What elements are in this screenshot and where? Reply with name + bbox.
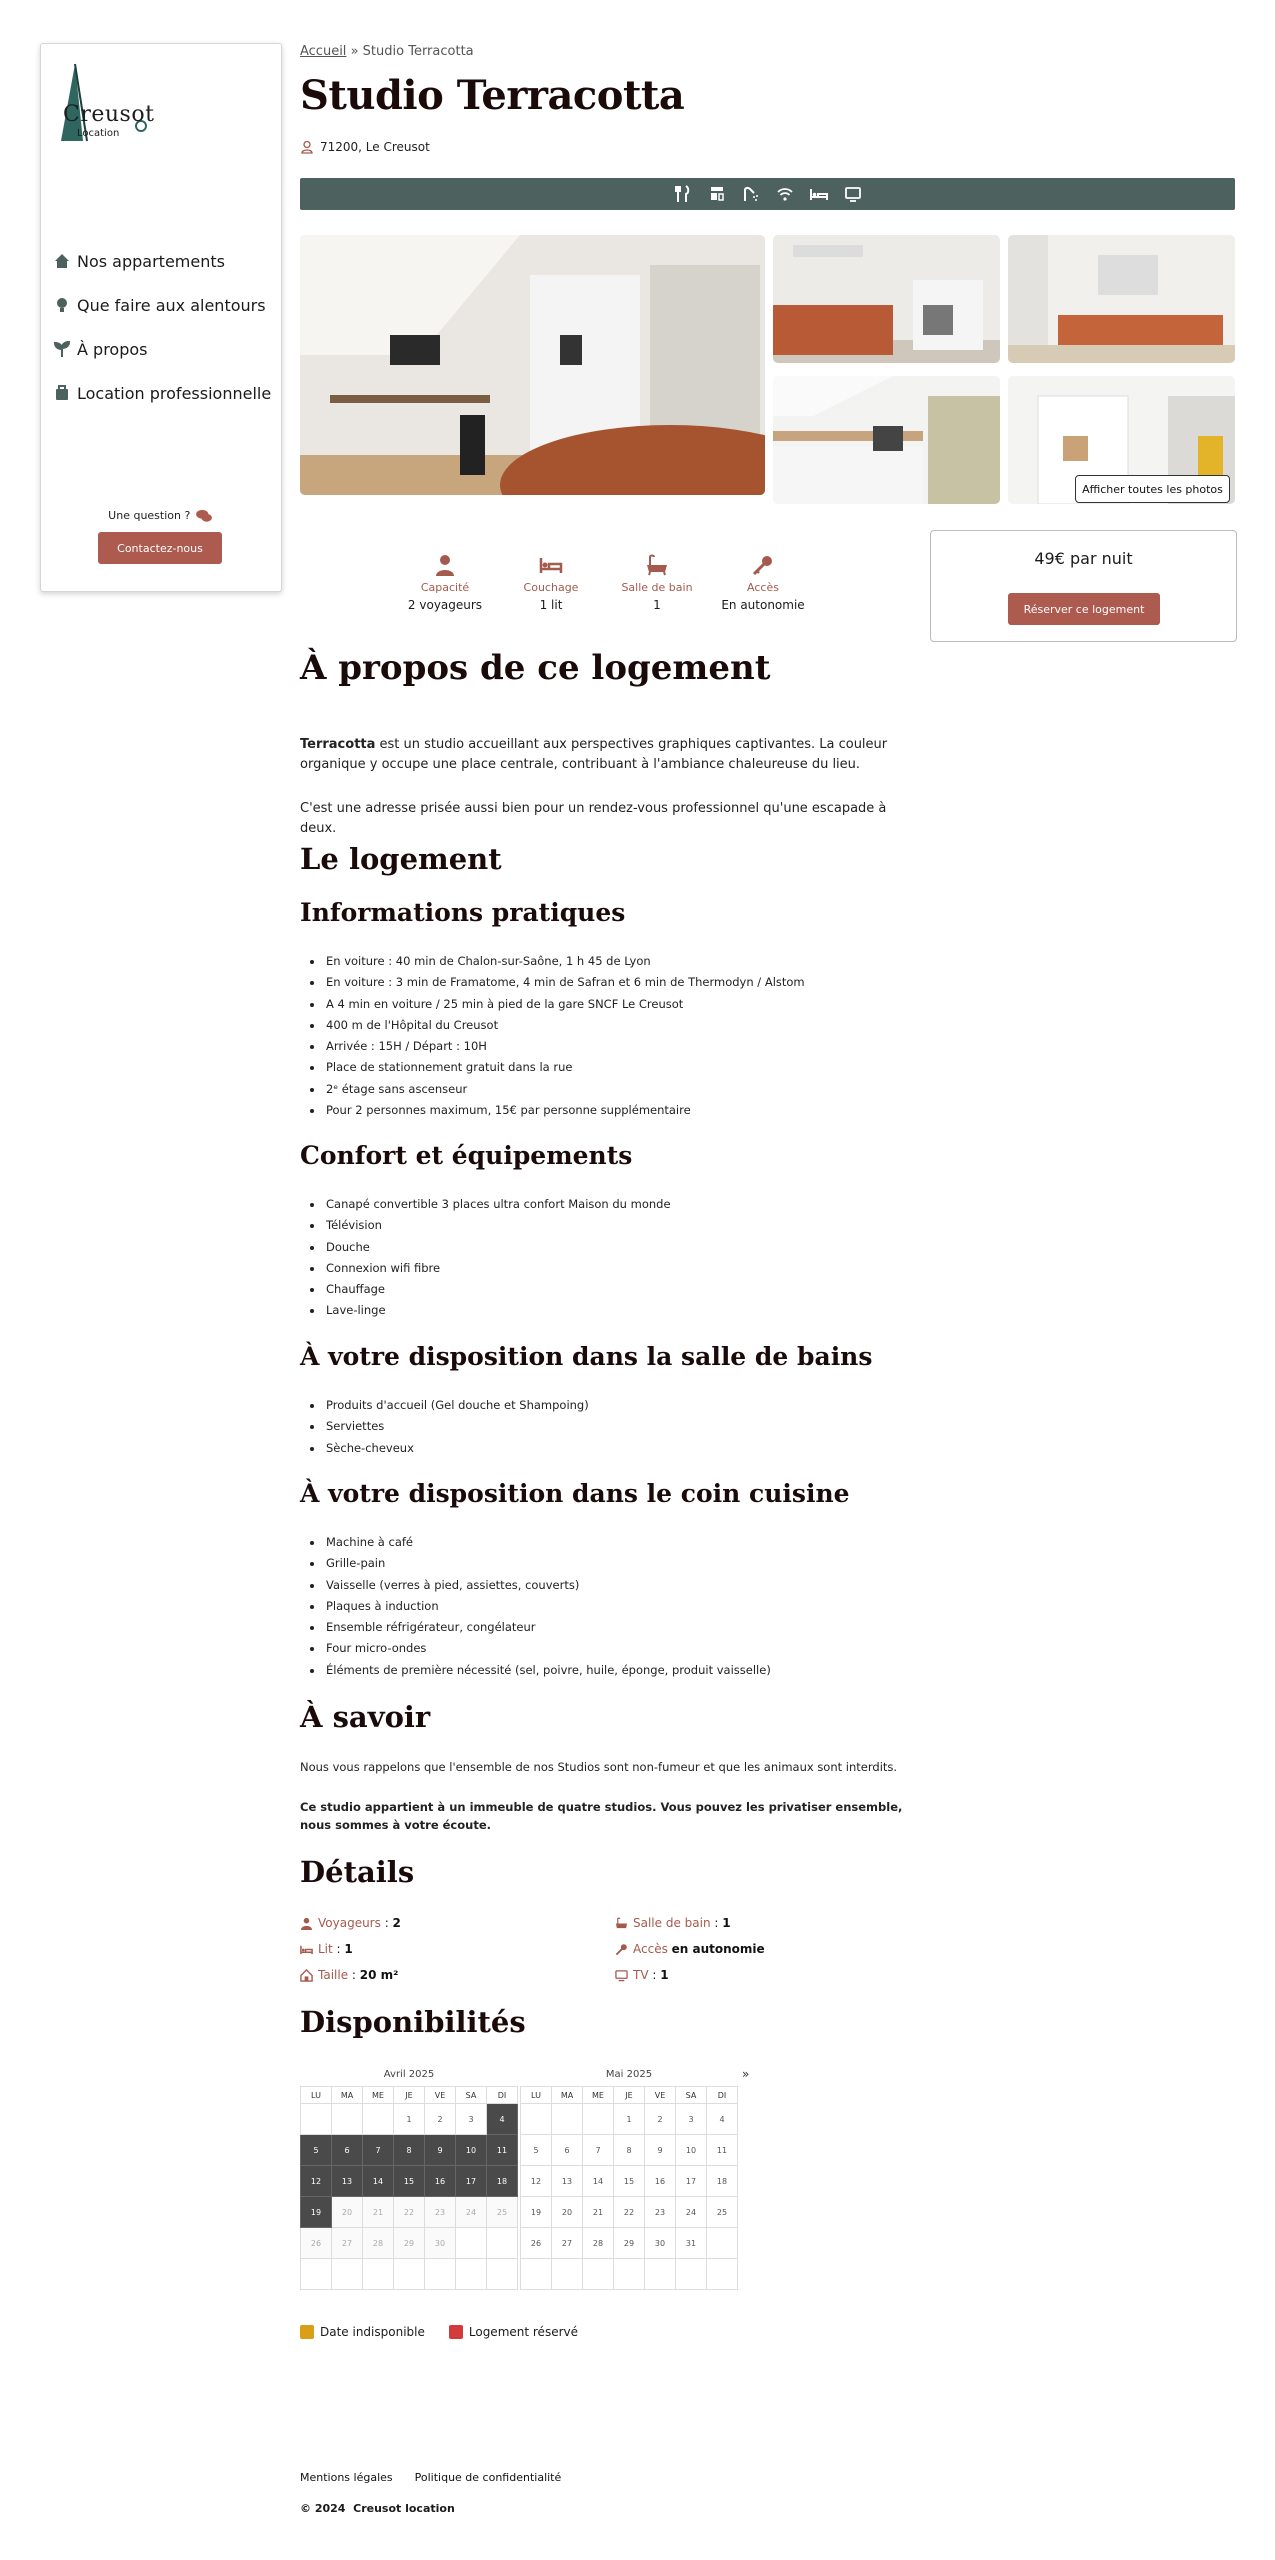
list-item: • Télévision — [324, 1215, 944, 1236]
brand-name: Creusot — [63, 102, 155, 127]
calendar-empty-cell — [456, 2228, 487, 2259]
bed-icon — [810, 185, 828, 203]
calendar-day[interactable]: 5 — [301, 2135, 332, 2166]
calendar-day[interactable]: 27 — [552, 2228, 583, 2259]
calendar-day[interactable]: 14 — [583, 2166, 614, 2197]
calendar-empty-cell — [332, 2259, 363, 2290]
copyright — [300, 2502, 455, 2515]
calendar-day[interactable]: 7 — [363, 2135, 394, 2166]
sidebar — [40, 43, 282, 592]
calendar-day[interactable]: 29 — [394, 2228, 425, 2259]
bathtub-icon — [645, 553, 669, 577]
calendar-day[interactable]: 18 — [487, 2166, 518, 2197]
lightbulb-icon — [53, 296, 71, 314]
show-all-photos-button[interactable]: Afficher toutes les photos — [1075, 475, 1230, 503]
list-item: • Arrivée : 15H / Départ : 10H — [324, 1036, 944, 1057]
list-item: • Canapé convertible 3 places ultra confort Maison du monde — [324, 1194, 944, 1215]
weekday-header: DI — [707, 2087, 738, 2104]
list-item: • Grille-pain — [324, 1553, 944, 1574]
calendar-empty-cell — [487, 2228, 518, 2259]
nav-label: Que faire aux alentours — [77, 295, 266, 315]
confort-list — [300, 1194, 944, 1322]
nav-item-alentours[interactable] — [53, 283, 271, 327]
person-icon — [300, 1917, 313, 1930]
detail-sep: : — [348, 1968, 360, 1982]
calendar-month — [520, 2068, 738, 2290]
calendar-day[interactable]: 20 — [552, 2197, 583, 2228]
list-item: • 400 m de l'Hôpital du Creusot — [324, 1015, 944, 1036]
calendar-day[interactable]: 17 — [456, 2166, 487, 2197]
feature-value: En autonomie — [721, 598, 805, 612]
legend — [300, 2325, 578, 2339]
dispo-title: Disponibilités — [300, 2005, 526, 2039]
nav-label: Location professionnelle — [77, 383, 272, 403]
calendar-day[interactable]: 12 — [301, 2166, 332, 2197]
calendar-month — [300, 2068, 518, 2290]
list-item: • En voiture : 3 min de Framatome, 4 min de Safran et 6 min de Thermodyn / Alstom — [324, 972, 944, 993]
briefcase-icon — [53, 384, 71, 402]
calendar-day[interactable]: 10 — [676, 2135, 707, 2166]
calendar-day[interactable]: 23 — [645, 2197, 676, 2228]
photo-2[interactable] — [773, 235, 1000, 363]
coffee-machine-icon — [708, 185, 726, 203]
brand-sub: Location — [77, 128, 120, 139]
weekday-header: JE — [394, 2087, 425, 2104]
legend-label: Date indisponible — [320, 2325, 425, 2339]
list-item: • Machine à café — [324, 1532, 944, 1553]
calendar-empty-cell — [456, 2259, 487, 2290]
calendar-day[interactable]: 26 — [521, 2228, 552, 2259]
feature-label: Capacité — [420, 581, 470, 594]
calendar-empty-cell — [363, 2259, 394, 2290]
calendar-day[interactable]: 3 — [456, 2104, 487, 2135]
detail-value: 20 m² — [359, 1968, 399, 1982]
detail-value: 1 — [722, 1916, 731, 1930]
calendar — [300, 2068, 738, 2290]
calendar-empty-cell — [521, 2259, 552, 2290]
detail-value: en autonomie — [671, 1942, 765, 1956]
calendar-day[interactable]: 14 — [363, 2166, 394, 2197]
calendar-day[interactable]: 24 — [676, 2197, 707, 2228]
main-nav — [53, 239, 271, 415]
tv-icon — [844, 185, 862, 203]
detail-item — [300, 1916, 401, 1930]
calendar-empty-cell — [614, 2259, 645, 2290]
weekday-header: SA — [456, 2087, 487, 2104]
detail-key: Accès — [633, 1942, 668, 1956]
calendar-day[interactable]: 20 — [332, 2197, 363, 2228]
calendar-day[interactable]: 16 — [425, 2166, 456, 2197]
calendar-day[interactable]: 22 — [614, 2197, 645, 2228]
utensils-icon — [674, 185, 692, 203]
savoir-paragraph-2: Ce studio appartient à un immeuble de quatre studios. Vous pouvez les privatiser ensemble, nous sommes à votre écoute. — [300, 1800, 903, 1832]
calendar-day[interactable]: 5 — [521, 2135, 552, 2166]
breadcrumb — [300, 44, 474, 59]
cuisine-list — [300, 1532, 944, 1681]
bain-list — [300, 1395, 944, 1459]
bed-icon — [300, 1943, 313, 1956]
calendar-empty-cell — [521, 2104, 552, 2135]
calendar-empty-cell — [707, 2228, 738, 2259]
calendar-day[interactable]: 17 — [676, 2166, 707, 2197]
calendar-day[interactable]: 21 — [583, 2197, 614, 2228]
list-item: • 2ᵉ étage sans ascenseur — [324, 1079, 944, 1100]
privacy-link[interactable]: Politique de confidentialité — [414, 2471, 562, 2484]
about-strong: Terracotta — [300, 737, 376, 752]
infos-list — [300, 951, 944, 1121]
about-text: est un studio accueillant aux perspectives graphiques captivantes. La couleur organique y occupe une place centrale, contribuant à l'ambiance chaleureuse du lieu. — [300, 737, 888, 772]
logement-title: Le logement — [300, 842, 502, 876]
bathtub-icon — [615, 1917, 628, 1930]
weekday-header: MA — [332, 2087, 363, 2104]
tv-icon — [615, 1969, 628, 1982]
calendar-day[interactable]: 21 — [363, 2197, 394, 2228]
list-item: • Douche — [324, 1237, 944, 1258]
calendar-empty-cell — [707, 2259, 738, 2290]
calendar-day[interactable]: 9 — [645, 2135, 676, 2166]
calendar-next-button[interactable]: » — [742, 2067, 750, 2081]
calendar-day[interactable]: 4 — [707, 2104, 738, 2135]
detail-sep: : — [380, 1916, 393, 1930]
copyright-year: © 2024 — [300, 2502, 346, 2515]
calendar-day[interactable]: 11 — [707, 2135, 738, 2166]
about-paragraph-2: C'est une adresse prisée aussi bien pour un rendez-vous professionnel qu'une escapade à deux. — [300, 801, 887, 836]
calendar-day[interactable]: 19 — [521, 2197, 552, 2228]
calendar-day[interactable]: 31 — [676, 2228, 707, 2259]
calendar-grid — [520, 2086, 738, 2290]
weekday-header: MA — [552, 2087, 583, 2104]
weekday-header: VE — [425, 2087, 456, 2104]
weekday-header: LU — [301, 2087, 332, 2104]
calendar-day[interactable]: 4 — [487, 2104, 518, 2135]
calendar-day[interactable]: 9 — [425, 2135, 456, 2166]
calendar-grid — [300, 2086, 518, 2290]
calendar-month-title: Avril 2025 — [383, 2069, 435, 2080]
nav-item-apropos[interactable] — [53, 327, 271, 371]
nav-item-location-pro[interactable] — [53, 371, 271, 415]
calendar-day[interactable]: 22 — [394, 2197, 425, 2228]
calendar-day[interactable]: 19 — [301, 2197, 332, 2228]
list-item: • En voiture : 40 min de Chalon-sur-Saône, 1 h 45 de Lyon — [324, 951, 944, 972]
bain-title: À votre disposition dans la salle de bains — [300, 1342, 873, 1371]
calendar-day[interactable]: 1 — [394, 2104, 425, 2135]
breadcrumb-current: Studio Terracotta — [362, 44, 474, 59]
infos-title: Informations pratiques — [300, 898, 626, 927]
copyright-name: Creusot location — [353, 2502, 455, 2515]
list-item: • Plaques à induction — [324, 1596, 944, 1617]
calendar-day[interactable]: 27 — [332, 2228, 363, 2259]
calendar-day[interactable]: 16 — [645, 2166, 676, 2197]
about-paragraph-1 — [300, 735, 910, 775]
key-icon — [615, 1943, 628, 1956]
question-line — [41, 509, 281, 523]
weekday-header: LU — [521, 2087, 552, 2104]
detail-sep: : — [710, 1916, 723, 1930]
page-title: Studio Terracotta — [300, 72, 685, 119]
calendar-day[interactable]: 2 — [645, 2104, 676, 2135]
calendar-empty-cell — [363, 2104, 394, 2135]
amenities-bar — [300, 178, 1235, 210]
list-item: • Chauffage — [324, 1279, 944, 1300]
breadcrumb-sep: » — [350, 44, 359, 59]
calendar-day[interactable]: 30 — [645, 2228, 676, 2259]
weekday-header: DI — [487, 2087, 518, 2104]
calendar-day[interactable]: 6 — [552, 2135, 583, 2166]
detail-item — [615, 1968, 669, 1982]
price-box — [930, 530, 1237, 642]
list-item: • A 4 min en voiture / 25 min à pied de la gare SNCF Le Creusot — [324, 994, 944, 1015]
detail-value: 2 — [392, 1916, 401, 1930]
calendar-day[interactable]: 8 — [394, 2135, 425, 2166]
nav-label: Nos appartements — [77, 251, 225, 271]
weekday-header: ME — [363, 2087, 394, 2104]
calendar-empty-cell — [583, 2104, 614, 2135]
list-item: • Sèche-cheveux — [324, 1438, 944, 1459]
photo-4[interactable] — [773, 376, 1000, 504]
detail-key: Taille — [318, 1968, 349, 1982]
calendar-empty-cell — [552, 2104, 583, 2135]
person-pin-icon — [300, 140, 314, 154]
legend-swatch-unavailable — [300, 2325, 314, 2339]
calendar-empty-cell — [301, 2104, 332, 2135]
detail-key: Salle de bain — [633, 1916, 711, 1930]
calendar-day[interactable]: 7 — [583, 2135, 614, 2166]
calendar-day[interactable]: 25 — [707, 2197, 738, 2228]
price-text: 49€ par nuit — [1034, 549, 1133, 568]
detail-item — [300, 1942, 353, 1956]
calendar-empty-cell — [301, 2259, 332, 2290]
weekday-header: JE — [614, 2087, 645, 2104]
detail-sep: : — [648, 1968, 661, 1982]
feature-bathroom — [602, 553, 712, 612]
calendar-day[interactable]: 25 — [487, 2197, 518, 2228]
details-title: Détails — [300, 1855, 415, 1889]
savoir-title: À savoir — [300, 1700, 431, 1734]
calendar-day[interactable]: 3 — [676, 2104, 707, 2135]
question-text: Une question ? — [108, 509, 191, 522]
legend-swatch-reserved — [449, 2325, 463, 2339]
calendar-empty-cell — [425, 2259, 456, 2290]
photo-main[interactable] — [300, 235, 765, 495]
calendar-day[interactable]: 15 — [394, 2166, 425, 2197]
wifi-icon — [776, 185, 794, 203]
feature-capacity — [390, 553, 500, 612]
calendar-day[interactable]: 2 — [425, 2104, 456, 2135]
savoir-paragraph-1: Nous vous rappelons que l'ensemble de nos Studios sont non-fumeur et que les animaux sont interdits. — [300, 1760, 898, 1774]
calendar-day[interactable]: 30 — [425, 2228, 456, 2259]
detail-key: Lit — [318, 1942, 333, 1956]
calendar-day[interactable]: 15 — [614, 2166, 645, 2197]
feature-value: 1 lit — [539, 598, 563, 612]
detail-value: 1 — [344, 1942, 353, 1956]
calendar-day[interactable]: 12 — [521, 2166, 552, 2197]
list-item: • Place de stationnement gratuit dans la rue — [324, 1057, 944, 1078]
calendar-empty-cell — [394, 2259, 425, 2290]
confort-title: Confort et équipements — [300, 1141, 633, 1170]
calendar-day[interactable]: 23 — [425, 2197, 456, 2228]
weekday-header: VE — [645, 2087, 676, 2104]
cuisine-title: À votre disposition dans le coin cuisine — [300, 1479, 850, 1508]
list-item: • Connexion wifi fibre — [324, 1258, 944, 1279]
list-item: • Lave-linge — [324, 1300, 944, 1321]
calendar-empty-cell — [645, 2259, 676, 2290]
calendar-day[interactable]: 26 — [301, 2228, 332, 2259]
detail-value: 1 — [660, 1968, 669, 1982]
calendar-day[interactable]: 13 — [332, 2166, 363, 2197]
home-icon — [53, 252, 71, 270]
chat-icon — [194, 509, 214, 523]
house-size-icon — [300, 1969, 313, 1982]
nav-item-appartements[interactable] — [53, 239, 271, 283]
list-item: • Pour 2 personnes maximum, 15€ par personne supplémentaire — [324, 1100, 944, 1121]
feature-label: Salle de bain — [621, 581, 693, 594]
calendar-day[interactable]: 6 — [332, 2135, 363, 2166]
shower-icon — [742, 185, 760, 203]
calendar-day[interactable]: 28 — [363, 2228, 394, 2259]
about-title: À propos de ce logement — [300, 648, 771, 688]
bed-icon — [539, 553, 563, 577]
detail-item — [300, 1968, 398, 1982]
detail-item — [615, 1916, 731, 1930]
calendar-empty-cell — [487, 2259, 518, 2290]
calendar-empty-cell — [583, 2259, 614, 2290]
nav-label: À propos — [77, 339, 148, 359]
footer-links — [300, 2471, 561, 2484]
photo-3[interactable] — [1008, 235, 1235, 363]
location — [300, 140, 430, 154]
legend-label: Logement réservé — [468, 2325, 578, 2339]
list-item: • Vaisselle (verres à pied, assiettes, couverts) — [324, 1575, 944, 1596]
calendar-empty-cell — [676, 2259, 707, 2290]
feature-value: 2 voyageurs — [407, 598, 483, 612]
list-item: • Ensemble réfrigérateur, congélateur — [324, 1617, 944, 1638]
key-icon — [751, 553, 775, 577]
detail-item — [615, 1942, 765, 1956]
weekday-header: ME — [583, 2087, 614, 2104]
location-text: 71200, Le Creusot — [320, 140, 430, 154]
feature-bed — [496, 553, 606, 612]
calendar-empty-cell — [552, 2259, 583, 2290]
calendar-day[interactable]: 1 — [614, 2104, 645, 2135]
weekday-header: SA — [676, 2087, 707, 2104]
detail-key: TV — [633, 1968, 649, 1982]
list-item: • Four micro-ondes — [324, 1638, 944, 1659]
sprout-icon — [53, 340, 71, 358]
list-item: • Produits d'accueil (Gel douche et Shampoing) — [324, 1395, 944, 1416]
breadcrumb-home-link[interactable]: Accueil — [300, 44, 347, 59]
feature-label: Couchage — [523, 581, 579, 594]
calendar-day[interactable]: 28 — [583, 2228, 614, 2259]
list-item: • Éléments de première nécessité (sel, poivre, huile, éponge, produit vaisselle) — [324, 1660, 944, 1681]
person-icon — [433, 553, 457, 577]
detail-sep: : — [332, 1942, 345, 1956]
list-item: • Serviettes — [324, 1416, 944, 1437]
legal-link[interactable]: Mentions légales — [300, 2471, 393, 2484]
feature-access — [708, 553, 818, 612]
calendar-empty-cell — [332, 2104, 363, 2135]
calendar-day[interactable]: 18 — [707, 2166, 738, 2197]
feature-value: 1 — [653, 598, 661, 612]
calendar-day[interactable]: 24 — [456, 2197, 487, 2228]
feature-label: Accès — [747, 581, 779, 594]
detail-key: Voyageurs — [318, 1916, 381, 1930]
calendar-day[interactable]: 10 — [456, 2135, 487, 2166]
contact-button[interactable]: Contactez-nous — [98, 532, 222, 564]
book-button[interactable]: Réserver ce logement — [1008, 593, 1160, 625]
calendar-day[interactable]: 13 — [552, 2166, 583, 2197]
calendar-day[interactable]: 11 — [487, 2135, 518, 2166]
calendar-month-title: Mai 2025 — [605, 2069, 653, 2080]
calendar-day[interactable]: 8 — [614, 2135, 645, 2166]
calendar-day[interactable]: 29 — [614, 2228, 645, 2259]
